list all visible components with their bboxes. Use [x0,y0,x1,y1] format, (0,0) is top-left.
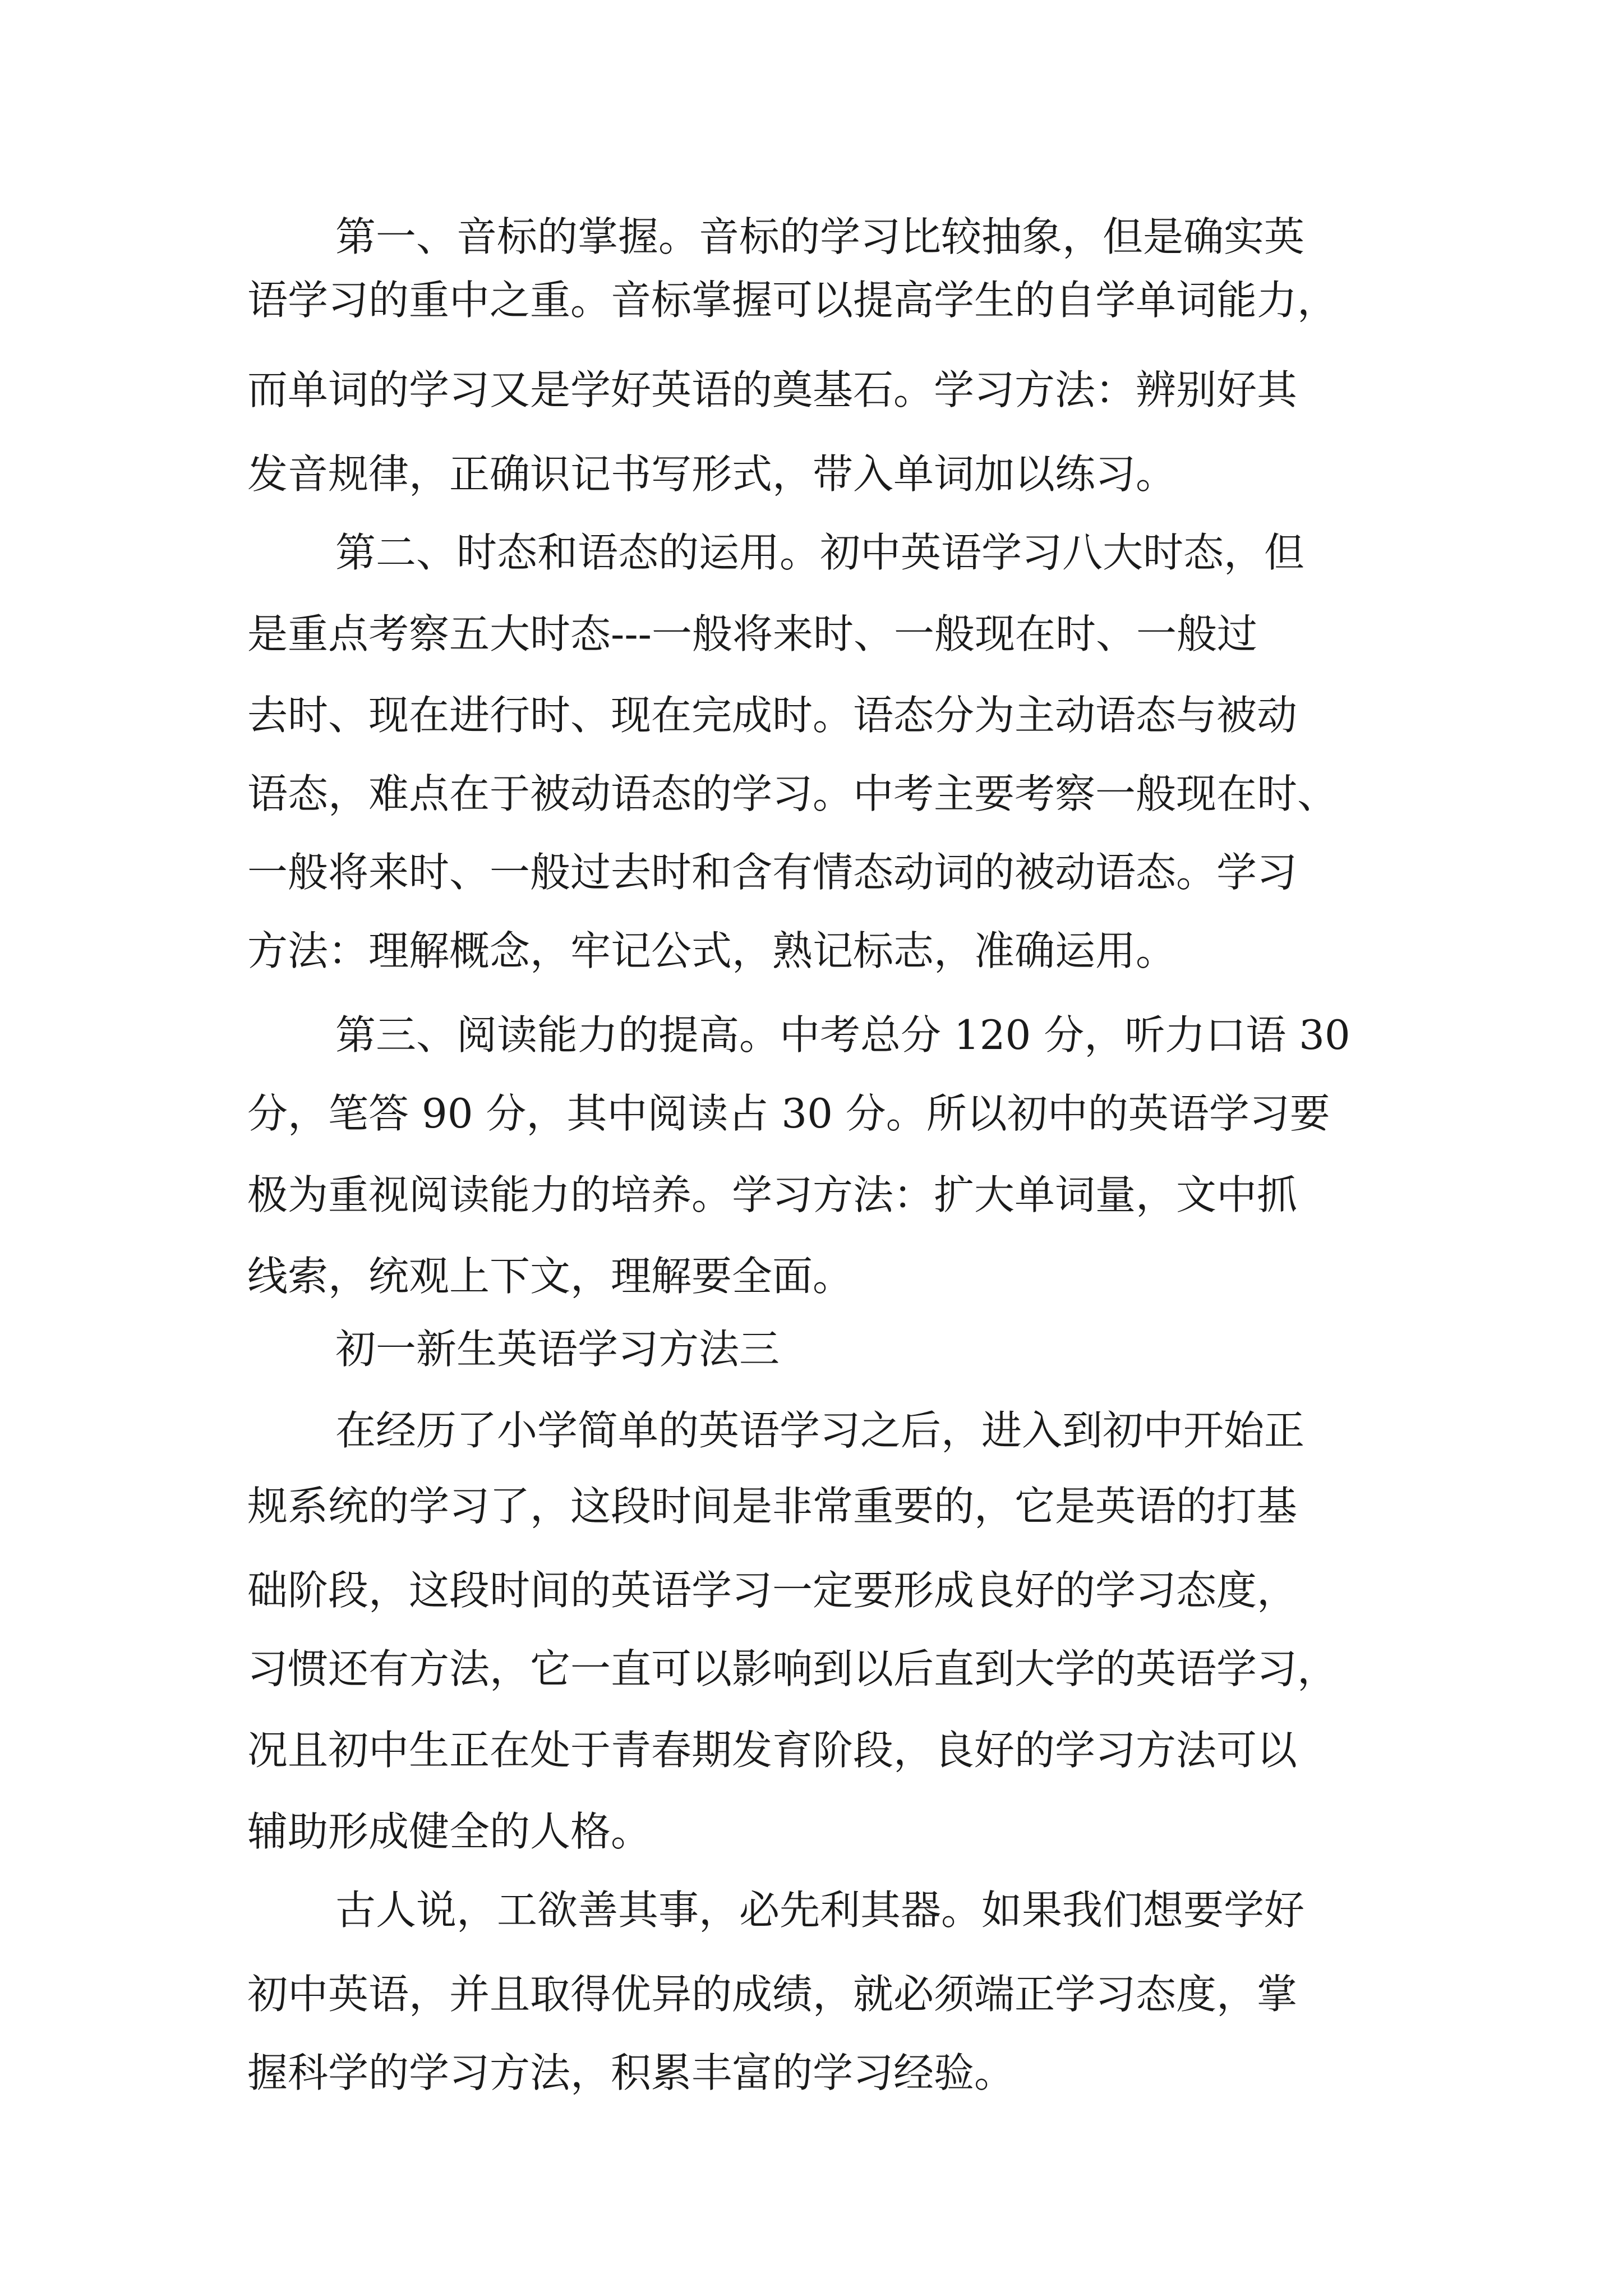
text-line: 况且初中生正在处于青春期发育阶段，良好的学习方法可以 [247,1727,1298,1774]
text-line: 一般将来时、一般过去时和含有情态动词的被动语态。学习 [247,849,1298,896]
text-line: 是重点考察五大时态---一般将来时、一般现在时、一般过 [247,610,1257,657]
text-line: 第一、音标的掌握。音标的学习比较抽象，但是确实英 [335,213,1305,260]
text-line: 方法：理解概念，牢记公式，熟记标志，准确运用。 [247,927,1177,974]
text-line: 握科学的学习方法，积累丰富的学习经验。 [247,2049,1015,2096]
text-line: 而单词的学习又是学好英语的奠基石。学习方法：辨别好其 [247,366,1298,413]
text-line: 辅助形成健全的人格。 [247,1808,652,1855]
text-line: 去时、现在进行时、现在完成时。语态分为主动语态与被动 [247,692,1298,739]
text-line: 分，笔答 90 分，其中阅读占 30 分。所以初中的英语学习要 [247,1090,1330,1137]
text-line: 语学习的重中之重。音标掌握可以提高学生的自学单词能力， [247,277,1338,324]
text-line: 发音规律，正确识记书写形式，带入单词加以练习。 [247,450,1177,498]
text-line: 古人说，工欲善其事，必先利其器。如果我们想要学好 [335,1887,1305,1934]
text-line: 在经历了小学简单的英语学习之后，进入到初中开始正 [335,1407,1305,1454]
section-heading: 初一新生英语学习方法三 [335,1326,780,1373]
text-line: 线索，统观上下文，理解要全面。 [247,1253,854,1300]
text-line: 第三、阅读能力的提高。中考总分 120 分，听力口语 30 [335,1011,1350,1059]
text-line: 极为重视阅读能力的培养。学习方法：扩大单词量，文中抓 [247,1171,1298,1218]
text-line: 第二、时态和语态的运用。初中英语学习八大时态，但 [335,529,1305,576]
text-line: 础阶段，这段时间的英语学习一定要形成良好的学习态度， [247,1567,1298,1614]
text-line: 语态，难点在于被动语态的学习。中考主要考察一般现在时、 [247,770,1338,817]
text-line: 初中英语，并且取得优异的成绩，就必须端正学习态度，掌 [247,1971,1298,2018]
text-line: 规系统的学习了，这段时间是非常重要的，它是英语的打基 [247,1483,1298,1530]
text-line: 习惯还有方法，它一直可以影响到以后直到大学的英语学习， [247,1645,1338,1692]
